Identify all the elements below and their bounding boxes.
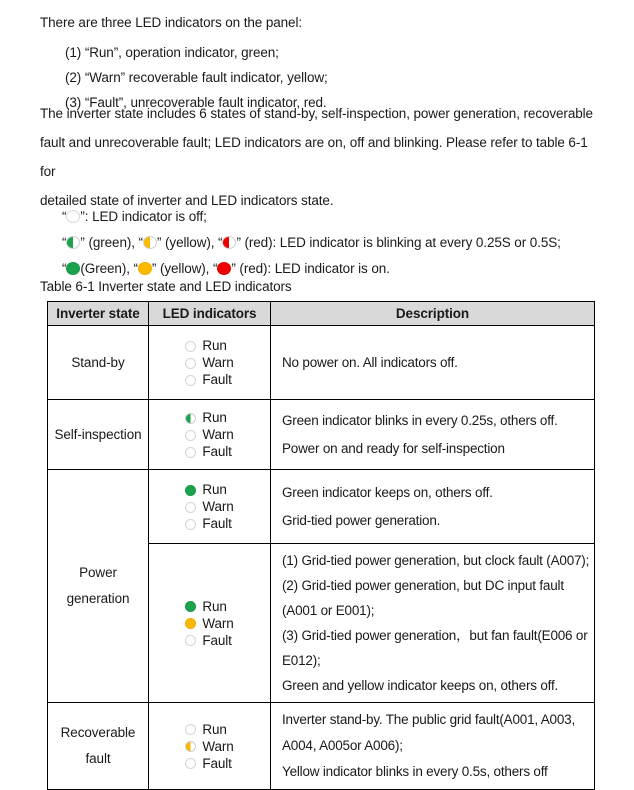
- legend-on-text: (Green), “: [80, 261, 138, 276]
- led-cell: [149, 400, 271, 470]
- led-blink-green-icon: [66, 236, 80, 249]
- state-cell: [48, 326, 149, 400]
- led-icon: [185, 635, 196, 646]
- led-on-red-icon: [217, 262, 231, 275]
- led-label: Fault: [202, 444, 232, 459]
- led-off-icon: [66, 210, 80, 223]
- led-icon: [185, 447, 196, 458]
- table-header-row: [48, 302, 595, 326]
- description-line: No power on. All indicators off.: [282, 354, 458, 370]
- led-icon: [185, 601, 196, 612]
- led-label: Fault: [202, 755, 232, 771]
- quote: “: [62, 235, 67, 250]
- description-line: (3) Grid-tied power generation，but fan fault(E006 or: [282, 628, 588, 643]
- legend-blink-text: ” (yellow), “: [156, 235, 223, 250]
- paragraph-line: The inverter state includes 6 states of stand-by, self-inspection, power generation, recoverable: [40, 106, 593, 121]
- description-line: Green indicator blinks in every 0.25s, others off.: [282, 412, 558, 428]
- state-label: Recoverable: [60, 725, 136, 740]
- state-cell: [48, 400, 149, 470]
- led-label: Warn: [202, 427, 234, 442]
- description-line: (2) Grid-tied power generation, but DC input fault: [282, 578, 564, 593]
- led-label: Warn: [202, 499, 234, 514]
- led-label: Fault: [202, 632, 232, 648]
- led-label: Run: [202, 598, 227, 614]
- state-label: generation: [66, 591, 130, 606]
- led-icon: [185, 502, 196, 513]
- legend-blink-text: ” (green), “: [80, 235, 143, 250]
- page: [0, 14, 634, 295]
- legend-on-text: ” (yellow), “: [151, 261, 218, 276]
- legend-on-text: ” (red): LED indicator is on.: [231, 261, 390, 276]
- description-line: (1) Grid-tied power generation, but clock fault (A007);: [282, 553, 590, 568]
- led-label: Fault: [202, 372, 232, 387]
- header-inverter-state: Inverter state: [48, 302, 149, 326]
- state-paragraph: [40, 99, 594, 215]
- legend-off-text: ”: LED indicator is off;: [80, 209, 207, 224]
- led-icon: [185, 358, 196, 369]
- led-legend: [62, 204, 594, 282]
- led-cell: [149, 470, 271, 544]
- intro-line: There are three LED indicators on the panel:: [40, 15, 303, 30]
- led-icon: [185, 485, 196, 496]
- legend-blink-line: [62, 230, 594, 256]
- description-line: (A001 or E001);: [282, 603, 375, 618]
- header-led-indicators: LED indicators: [149, 302, 271, 326]
- quote: “: [62, 209, 67, 224]
- state-label: Power: [79, 565, 117, 580]
- led-icon: [185, 519, 196, 530]
- led-icon: [185, 724, 196, 735]
- description-cell: [271, 544, 595, 703]
- header-description: Description: [271, 302, 595, 326]
- led-icon: [185, 375, 196, 386]
- led-cell: [149, 326, 271, 400]
- state-label: fault: [85, 751, 111, 766]
- description-line: Green indicator keeps on, others off.: [282, 484, 493, 500]
- led-icon: [185, 430, 196, 441]
- description-cell: [271, 400, 595, 470]
- led-blink-red-icon: [222, 236, 236, 249]
- description-line: Yellow indicator blinks in every 0.5s, others off: [282, 764, 548, 779]
- table-row: [48, 326, 595, 400]
- state-cell: [48, 470, 149, 703]
- table-caption: Table 6-1 Inverter state and LED indicators: [40, 279, 292, 294]
- led-icon: [185, 758, 196, 769]
- table-row: [48, 703, 595, 790]
- led-label: Run: [202, 721, 227, 737]
- table-row: [48, 470, 595, 544]
- led-label: Fault: [202, 516, 232, 531]
- led-icon: [185, 341, 196, 352]
- list-item-run: (1) “Run”, operation indicator, green;: [65, 45, 279, 60]
- led-label: Warn: [202, 615, 234, 631]
- led-label: Run: [202, 482, 227, 497]
- description-line: Power on and ready for self-inspection: [282, 440, 505, 456]
- description-line: E012);: [282, 653, 321, 668]
- led-on-green-icon: [66, 262, 80, 275]
- led-cell: [149, 544, 271, 703]
- led-blink-yellow-icon: [143, 236, 157, 249]
- description-cell: [271, 326, 595, 400]
- paragraph-line: detailed state of inverter and LED indicators state.: [40, 193, 334, 208]
- state-label: Self-inspection: [54, 426, 142, 442]
- state-cell: [48, 703, 149, 790]
- quote: “: [62, 261, 67, 276]
- led-icon: [185, 413, 196, 424]
- description-line: Green and yellow indicator keeps on, others off.: [282, 678, 559, 693]
- led-on-yellow-icon: [138, 262, 152, 275]
- inverter-state-table: [47, 301, 595, 790]
- led-cell: [149, 703, 271, 790]
- list-item-fault: (3) “Fault”, unrecoverable fault indicator, red.: [65, 95, 327, 110]
- description-cell: [271, 470, 595, 544]
- description-line: Grid-tied power generation.: [282, 512, 441, 528]
- state-label: Stand-by: [71, 354, 125, 370]
- description-cell: [271, 703, 595, 790]
- description-line: A004, A005or A006);: [282, 738, 403, 753]
- led-label: Warn: [202, 738, 234, 754]
- description-line: Inverter stand-by. The public grid fault(A001, A003,: [282, 712, 576, 727]
- legend-blink-text: ” (red): LED indicator is blinking at every 0.25S or 0.5S;: [236, 235, 561, 250]
- paragraph-line: fault and unrecoverable fault; LED indicators are on, off and blinking. Please refer to table 6-1 for: [40, 135, 588, 179]
- led-label: Warn: [202, 355, 234, 370]
- led-icon: [185, 741, 196, 752]
- list-item-warn: (2) “Warn” recoverable fault indicator, yellow;: [65, 70, 328, 85]
- led-label: Run: [202, 338, 227, 353]
- led-label: Run: [202, 410, 227, 425]
- table-row: [48, 400, 595, 470]
- led-icon: [185, 618, 196, 629]
